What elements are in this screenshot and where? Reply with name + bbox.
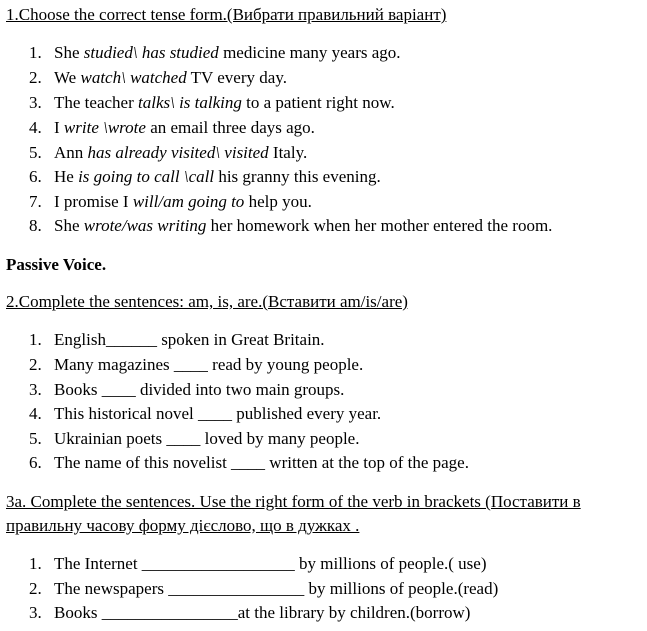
item-text: She <box>54 216 84 235</box>
item-text: I <box>54 118 64 137</box>
item-text: her homework when her mother entered the room. <box>206 216 553 235</box>
item-text: This historical novel ____ published every year. <box>54 404 382 423</box>
item-text: I promise I <box>54 192 133 211</box>
item-text: his granny this evening. <box>214 167 381 186</box>
item-number: 5. <box>29 429 42 448</box>
item-options: will/am going to <box>132 192 245 211</box>
item-number: 3. <box>29 380 42 399</box>
item-text: an email three days ago. <box>145 118 315 137</box>
item-number: 3. <box>29 93 42 112</box>
item-number: 2. <box>29 68 42 87</box>
item-text: English______ spoken in Great Britain. <box>54 330 325 349</box>
item-text: The newspapers ________________ by millions of people.(read) <box>54 579 499 598</box>
item-number: 8. <box>29 216 42 235</box>
section3-heading-line2: правильну часову форму дієслово, що в дужках . <box>6 516 360 535</box>
item-options: talks\ is talking <box>138 93 242 112</box>
section1-heading: 1.Choose the correct tense form.(Вибрати правильний варіант) <box>6 5 447 24</box>
item-text: Italy. <box>268 143 308 162</box>
item-text: Ann <box>54 143 88 162</box>
item-text: The Internet __________________ by millions of people.( use) <box>54 554 487 573</box>
item-text: TV every day. <box>186 68 287 87</box>
item-text: We <box>54 68 81 87</box>
item-number: 2. <box>29 355 42 374</box>
item-text: Books ________________at the library by children.(borrow) <box>54 603 471 622</box>
item-number: 1. <box>29 43 42 62</box>
item-number: 6. <box>29 167 42 186</box>
item-text: The teacher <box>54 93 138 112</box>
item-options: studied\ has studied <box>83 43 219 62</box>
item-number: 4. <box>29 404 42 423</box>
section3-heading-line1: 3a. Complete the sentences. Use the right form of the verb in brackets (Поставити в <box>6 492 581 511</box>
passive-voice-title: Passive Voice. <box>6 255 107 274</box>
item-text: The name of this novelist ____ written at the top of the page. <box>54 453 469 472</box>
section2-heading: 2.Complete the sentences: am, is, are.(Вставити am/is/are) <box>6 292 408 311</box>
item-text: Many magazines ____ read by young people. <box>54 355 364 374</box>
item-number: 7. <box>29 192 42 211</box>
item-number: 1. <box>29 330 42 349</box>
item-text: Ukrainian poets ____ loved by many people. <box>54 429 360 448</box>
item-number: 5. <box>29 143 42 162</box>
item-options: write \wrote <box>63 118 146 137</box>
item-number: 6. <box>29 453 42 472</box>
item-text: to a patient right now. <box>241 93 395 112</box>
item-text: He <box>54 167 79 186</box>
item-text: help you. <box>244 192 312 211</box>
item-options: is going to call \call <box>78 167 215 186</box>
item-number: 4. <box>29 118 42 137</box>
item-options: watch\ watched <box>80 68 187 87</box>
item-number: 2. <box>29 579 42 598</box>
item-text: medicine many years ago. <box>218 43 401 62</box>
item-text: She <box>54 43 84 62</box>
item-text: Books ____ divided into two main groups. <box>54 380 345 399</box>
item-number: 3. <box>29 603 42 622</box>
item-number: 1. <box>29 554 42 573</box>
item-options: wrote/was writing <box>83 216 207 235</box>
item-options: has already visited\ visited <box>87 143 269 162</box>
